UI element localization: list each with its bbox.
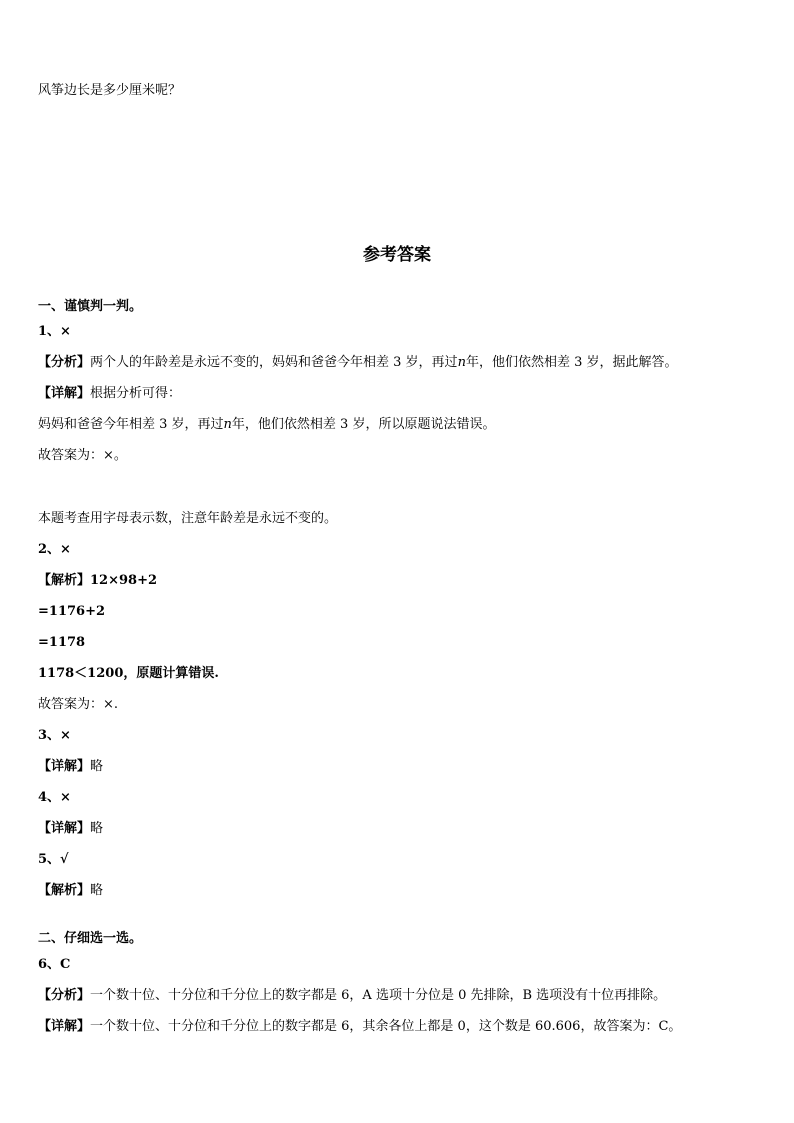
top-question: 风筝边长是多少厘米呢？ [38,83,182,98]
question-5-analysis [38,882,103,900]
question-2-label: 2、× [38,542,71,557]
calc-step-3: =1178 [38,635,86,650]
question-6-label: 6、C [38,957,71,972]
question-2-answer: 故答案为：×. [38,697,119,712]
question-1-detail [38,385,181,403]
analysis-text: 略 [90,883,104,898]
detail-text: 根据分析可得： [90,386,182,401]
detail-text-a: 妈妈和爸爸今年相差 3 岁，再过 [38,417,224,432]
detail-tag: 【详解】 [38,821,91,836]
question-3-label: 3、× [38,728,71,743]
analysis-text: 一个数十位、十分位和千分位上的数字都是 6，A 选项十分位是 0 先排除，B 选项没有十位再排除。 [90,988,667,1003]
analysis-tag: 【分析】 [38,988,91,1003]
detail-tag: 【详解】 [38,759,91,774]
analysis-text-b: 年，他们依然相差 3 岁，据此解答。 [465,355,678,370]
analysis-tag: 【解析】 [38,883,91,898]
question-6-detail [38,1018,681,1036]
question-4-label: 4、× [38,790,71,805]
calc-step-4: 1178＜1200，原题计算错误. [38,666,219,681]
detail-text: 略 [90,759,104,774]
page-title: 参考答案 [363,245,431,265]
question-1-label: 1、× [38,324,71,339]
question-3-detail [38,758,103,776]
question-6-analysis [38,987,666,1005]
variable-n: n [457,355,466,370]
detail-text: 一个数十位、十分位和千分位上的数字都是 6，其余各位上都是 0，这个数是 60.606，故答案为：C。 [90,1019,682,1034]
question-4-detail [38,820,103,838]
question-1-analysis [38,354,677,372]
detail-text-b: 年，他们依然相差 3 岁，所以原题说法错误。 [231,417,496,432]
question-1-detail-line [38,416,495,434]
section-heading-2: 二、仔细选一选。 [38,931,143,946]
question-2-analysis [38,572,157,590]
analysis-text-a: 两个人的年龄差是永远不变的，妈妈和爸爸今年相差 3 岁，再过 [90,355,458,370]
calc-step-1: 12×98+2 [90,573,158,588]
question-1-answer: 故答案为：×。 [38,448,127,463]
detail-text: 略 [90,821,104,836]
analysis-tag: 【解析】 [38,573,91,588]
question-1-comment: 本题考查用字母表示数，注意年龄差是永远不变的。 [38,511,338,526]
detail-tag: 【详解】 [38,386,91,401]
analysis-tag: 【分析】 [38,355,91,370]
variable-n: n [223,417,232,432]
calc-step-2: =1176+2 [38,604,106,619]
detail-tag: 【详解】 [38,1019,91,1034]
section-heading-1: 一、谨慎判一判。 [38,299,143,314]
question-5-label: 5、√ [38,852,69,867]
